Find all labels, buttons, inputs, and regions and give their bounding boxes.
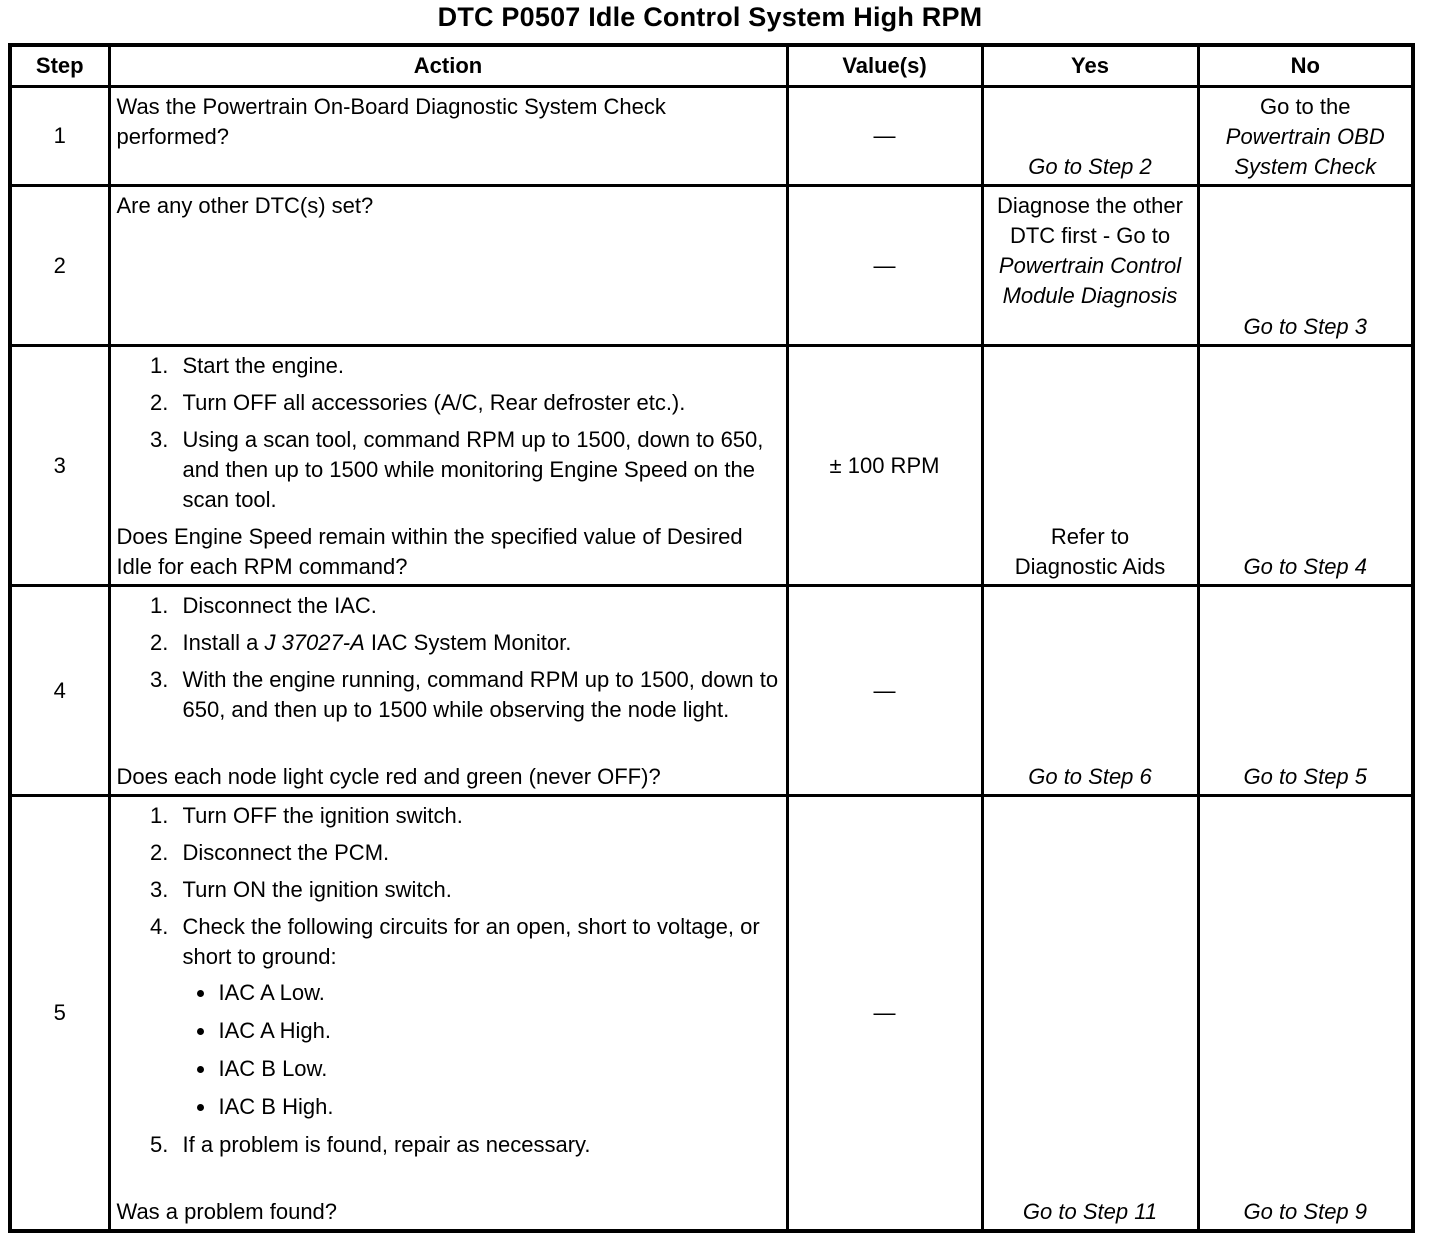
header-step: Step (10, 45, 109, 87)
table-row (10, 346, 1413, 586)
yes-cell (982, 346, 1198, 586)
step-number: 5 (10, 796, 109, 1231)
table-row (10, 796, 1413, 1231)
list-item: 3. Turn ON the ignition switch. (175, 875, 786, 905)
value-cell: — (787, 586, 982, 796)
value-cell: — (787, 796, 982, 1231)
value-cell: — (787, 186, 982, 346)
yes-text: Diagnose the other DTC first - Go to (997, 193, 1183, 248)
list-item: 1. Disconnect the IAC. (175, 591, 786, 621)
table-row (10, 586, 1413, 796)
step-list (111, 801, 786, 1160)
step-question: Was a problem found? (116, 1198, 338, 1224)
step-question: Does Engine Speed remain within the specified value of Desired Idle for each RPM command? (116, 524, 743, 579)
circuit-item: • IAC B Low. (217, 1054, 786, 1084)
no-link[interactable]: Go to Step 3 (1243, 314, 1368, 339)
no-link[interactable]: Go to Step 5 (1243, 764, 1368, 789)
yes-cell (982, 796, 1198, 1231)
yes-cell (982, 87, 1198, 186)
no-link[interactable]: Powertrain OBD System Check (1225, 124, 1385, 179)
value-cell: ± 100 RPM (787, 346, 982, 586)
yes-cell (982, 586, 1198, 796)
list-item: 1. Turn OFF the ignition switch. (175, 801, 786, 831)
list-item: 2. Turn OFF all accessories (A/C, Rear defroster etc.). (175, 388, 786, 418)
yes-link[interactable]: Go to Step 6 (1028, 764, 1152, 789)
list-item: 1. Start the engine. (175, 351, 786, 381)
action-cell (109, 186, 787, 346)
no-cell (1198, 186, 1413, 346)
circuit-list (183, 978, 786, 1122)
yes-cell (982, 186, 1198, 346)
list-item: 3. Using a scan tool, command RPM up to 1500, down to 650, and then up to 1500 while monitoring Engine Speed on the scan tool. (175, 425, 786, 515)
list-item: 2. Install a J 37027-A IAC System Monitor. (175, 628, 786, 658)
header-row (10, 45, 1413, 87)
table-row (10, 87, 1413, 186)
circuit-item: • IAC B High. (217, 1092, 786, 1122)
value-cell: — (787, 87, 982, 186)
list-item: 5. If a problem is found, repair as necessary. (175, 1130, 786, 1160)
header-yes: Yes (982, 45, 1198, 87)
page-title: DTC P0507 Idle Control System High RPM (437, 2, 983, 32)
no-link[interactable]: Go to Step 9 (1243, 1198, 1368, 1224)
list-item: 2. Disconnect the PCM. (175, 838, 786, 868)
yes-link[interactable]: Go to Step 11 (1022, 1198, 1158, 1224)
step-number: 2 (10, 186, 109, 346)
yes-link[interactable]: Powertrain Control Module Diagnosis (998, 253, 1182, 308)
step-question: Was the Powertrain On-Board Diagnostic System Check performed? (116, 94, 666, 149)
no-cell (1198, 87, 1413, 186)
list-item: 3. With the engine running, command RPM up to 1500, down to 650, and then up to 1500 while observing the node light. (175, 665, 786, 725)
step-list (111, 591, 786, 725)
list-item: 4. Check the following circuits for an open, short to voltage, or short to ground: • IAC A Low. • IAC A High. • IAC B Low. • IAC B High. (175, 912, 786, 1122)
no-cell (1198, 796, 1413, 1231)
step-question: Are any other DTC(s) set? (116, 193, 374, 218)
step-number: 3 (10, 346, 109, 586)
step-question: Does each node light cycle red and green (never OFF)? (116, 764, 661, 789)
diagnostic-table (8, 43, 1415, 1233)
action-cell (109, 586, 787, 796)
step-number: 4 (10, 586, 109, 796)
step-number: 1 (10, 87, 109, 186)
action-cell (109, 87, 787, 186)
action-cell (109, 796, 787, 1231)
no-cell (1198, 346, 1413, 586)
yes-text[interactable]: Refer to Diagnostic Aids (1014, 524, 1166, 579)
no-cell (1198, 586, 1413, 796)
action-cell (109, 346, 787, 586)
header-action: Action (109, 45, 787, 87)
step-list (111, 351, 786, 515)
circuit-item: • IAC A Low. (217, 978, 786, 1008)
header-no: No (1198, 45, 1413, 87)
circuit-item: • IAC A High. (217, 1016, 786, 1046)
yes-link[interactable]: Go to Step 2 (1028, 154, 1152, 179)
table-row (10, 186, 1413, 346)
no-text: Go to the (1259, 94, 1351, 119)
header-values: Value(s) (787, 45, 982, 87)
no-link[interactable]: Go to Step 4 (1243, 554, 1368, 579)
tool-number: J 37027-A (264, 630, 365, 655)
